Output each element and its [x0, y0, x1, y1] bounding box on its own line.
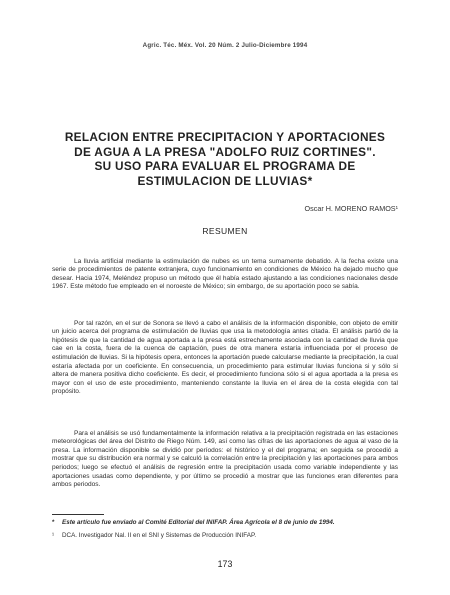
footnote-2-text: DCA. Investigador Nal. II en el SNI y Sistemas de Producción INIFAP.	[62, 532, 257, 539]
title-line-2: DE AGUA A LA PRESA "ADOLFO RUIZ CORTINES".	[74, 144, 376, 159]
section-heading: RESUMEN	[202, 226, 248, 236]
title-line-1: RELACION ENTRE PRECIPITACION Y APORTACIONES	[64, 130, 386, 144]
author-name: Oscar H. MORENO RAMOS¹	[304, 204, 398, 213]
abstract-paragraph-2: Por tal razón, en el sur de Sonora se llevó a cabo el análisis de la información disponible, con objeto de emitir un juicio acerca del programa de estimulación de lluvias que usa la metodología antes citada. El análisis partió de la hipótesis de que la cantidad de agua aportada a la presa está estrechamente asociada con la cantidad de lluvia que cae en la costa, fuera de la cuenca de captación, pues de otra manera estaría influenciada por el proceso de estimulación de lluvias. Si la hipótesis opera, entonces la aportación puede calcularse mediante la precipitación, la cual estaría afectada por un coeficiente. En consecuencia, un procedimiento para estimular lluvias funciona si y sólo si altera de manera positiva dicho coeficiente. Es decir, el procedimiento funciona sólo si el agua aportada a la presa es mayor con el uso de este procedimiento, manteniendo constante la lluvia en el área de la costa elegida con tal propósito.	[52, 319, 398, 396]
footnote-divider	[52, 514, 104, 515]
abstract-paragraph-1: La lluvia artificial mediante la estimulación de nubes es un tema sumamente debatido. A la fecha existe una serie de procedimientos de patente extranjera, cuyo funcionamiento en condiciones de México ha dejado mucho que desear. Hacia 1974, Meléndez propuso un método que él había estado ajustando a las condiciones nacionales desde 1967. Este método fue empleado en el noroeste de México; sin embargo, de su aportación poco se sabía.	[52, 257, 398, 291]
article-title	[40, 130, 410, 188]
journal-header: Agric. Téc. Méx. Vol. 20 Núm. 2 Julio-Diciembre 1994	[142, 42, 308, 49]
footnote-2-mark: ¹	[52, 532, 55, 539]
footnote-1-mark: *	[52, 519, 55, 526]
title-line-3: SU USO PARA EVALUAR EL PROGRAMA DE	[94, 159, 356, 173]
abstract-paragraph-3: Para el análisis se usó fundamentalmente la información relativa a la precipitación registrada en las estaciones meteorológicas del área del Distrito de Riego Núm. 149, así como las cifras de las aportaciones de agua al vaso de la presa. La información disponible se dividió por períodos: el histórico y el del programa; en seguida se procedió a mostrar que su distribución era normal y se calculó la correlación entre la precipitación y las aportaciones para ambos periodos; luego se efectuó el análisis de regresión entre la precipitación usada como variable independiente y las aportaciones usadas como dependiente, y por último se procedió a mostrar que las funciones eran diferentes para ambos periodos.	[52, 429, 398, 489]
page-number: 173	[217, 559, 233, 569]
footnote-1	[52, 519, 402, 527]
footnote-2	[52, 532, 402, 540]
footnote-1-text: Este artículo fue enviado al Comité Editorial del INIFAP. Área Agrícola el 8 de junio de 1994.	[62, 519, 335, 526]
title-line-4: ESTIMULACION DE LLUVIAS*	[137, 173, 313, 188]
